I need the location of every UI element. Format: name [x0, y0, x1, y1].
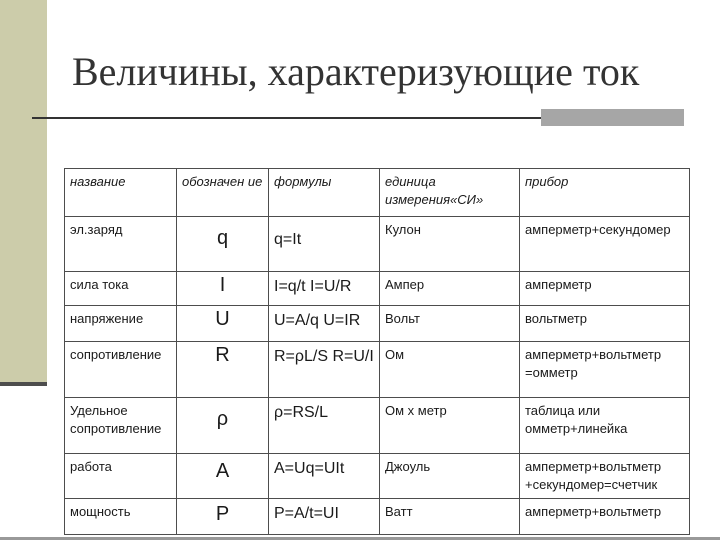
quantities-table [64, 168, 690, 535]
cell-symbol: A [177, 454, 269, 499]
cell-symbol: P [177, 499, 269, 535]
cell-device: амперметр+секундомер [520, 217, 690, 272]
header-name: название [65, 169, 177, 217]
cell-formula: U=A/q U=IR [269, 306, 380, 342]
cell-name: сила тока [65, 272, 177, 306]
cell-unit: Ампер [380, 272, 520, 306]
table-row [65, 306, 690, 342]
cell-name: напряжение [65, 306, 177, 342]
cell-device: амперметр+вольтметр =омметр [520, 342, 690, 398]
cell-device: амперметр+вольтметр +секундомер=счетчик [520, 454, 690, 499]
cell-name: работа [65, 454, 177, 499]
cell-device: таблица или омметр+линейка [520, 398, 690, 454]
cell-name: Удельное сопротивление [65, 398, 177, 454]
cell-unit: Ватт [380, 499, 520, 535]
title-divider-accent [541, 109, 684, 126]
cell-unit: Кулон [380, 217, 520, 272]
cell-name: мощность [65, 499, 177, 535]
left-accent-bar [0, 0, 47, 382]
cell-symbol: q [177, 217, 269, 272]
cell-device: амперметр [520, 272, 690, 306]
header-formulas: формулы [269, 169, 380, 217]
header-symbol: обозначен ие [177, 169, 269, 217]
table-header-row [65, 169, 690, 217]
cell-device: амперметр+вольтметр [520, 499, 690, 535]
header-unit: единица измерения«СИ» [380, 169, 520, 217]
table-row [65, 217, 690, 272]
slide-title: Величины, характеризующие ток [72, 49, 640, 94]
cell-formula: A=Uq=UIt [269, 454, 380, 499]
cell-device: вольтметр [520, 306, 690, 342]
table-row [65, 398, 690, 454]
cell-symbol: R [177, 342, 269, 398]
cell-unit: Ом [380, 342, 520, 398]
table-row [65, 342, 690, 398]
table-row [65, 272, 690, 306]
left-accent-underline [0, 382, 47, 386]
header-device: прибор [520, 169, 690, 217]
cell-name: эл.заряд [65, 217, 177, 272]
cell-formula: I=q/t I=U/R [269, 272, 380, 306]
cell-symbol: ρ [177, 398, 269, 454]
cell-formula: q=It [269, 217, 380, 272]
cell-formula: P=A/t=UI [269, 499, 380, 535]
cell-unit: Джоуль [380, 454, 520, 499]
cell-unit: Вольт [380, 306, 520, 342]
cell-formula: R=ρL/S R=U/I [269, 342, 380, 398]
table-row [65, 454, 690, 499]
cell-unit: Ом х метр [380, 398, 520, 454]
cell-symbol: U [177, 306, 269, 342]
cell-name: сопротивление [65, 342, 177, 398]
table-row [65, 499, 690, 535]
cell-formula: ρ=RS/L [269, 398, 380, 454]
cell-symbol: I [177, 272, 269, 306]
